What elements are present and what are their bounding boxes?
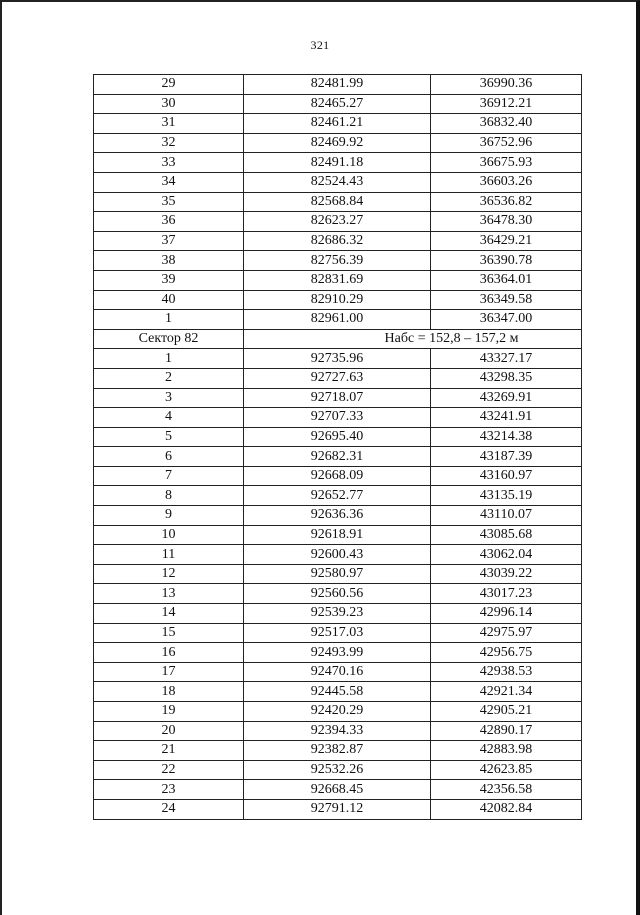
point-number-cell: 34 bbox=[94, 172, 244, 192]
y-coordinate-cell: 42905.21 bbox=[431, 702, 582, 722]
point-number-cell: 10 bbox=[94, 525, 244, 545]
x-coordinate-cell: 92791.12 bbox=[244, 799, 431, 819]
table-row bbox=[94, 447, 582, 467]
y-coordinate-cell: 36912.21 bbox=[431, 94, 582, 114]
point-number-cell: 9 bbox=[94, 506, 244, 526]
table-row bbox=[94, 94, 582, 114]
point-number-cell: 11 bbox=[94, 545, 244, 565]
point-number-cell: 7 bbox=[94, 466, 244, 486]
x-coordinate-cell: 92695.40 bbox=[244, 427, 431, 447]
x-coordinate-cell: 92735.96 bbox=[244, 349, 431, 369]
y-coordinate-cell: 36347.00 bbox=[431, 310, 582, 330]
x-coordinate-cell: 92493.99 bbox=[244, 643, 431, 663]
y-coordinate-cell: 42938.53 bbox=[431, 662, 582, 682]
table-row bbox=[94, 506, 582, 526]
table-row bbox=[94, 408, 582, 428]
point-number-cell: 39 bbox=[94, 270, 244, 290]
table-row bbox=[94, 604, 582, 624]
point-number-cell: 35 bbox=[94, 192, 244, 212]
point-number-cell: 12 bbox=[94, 564, 244, 584]
table-row bbox=[94, 153, 582, 173]
x-coordinate-cell: 92707.33 bbox=[244, 408, 431, 428]
point-number-cell: 14 bbox=[94, 604, 244, 624]
point-number-cell: 5 bbox=[94, 427, 244, 447]
point-number-cell: 4 bbox=[94, 408, 244, 428]
point-number-cell: 18 bbox=[94, 682, 244, 702]
x-coordinate-cell: 92618.91 bbox=[244, 525, 431, 545]
point-number-cell: 13 bbox=[94, 584, 244, 604]
x-coordinate-cell: 92382.87 bbox=[244, 741, 431, 761]
y-coordinate-cell: 36603.26 bbox=[431, 172, 582, 192]
point-number-cell: 32 bbox=[94, 133, 244, 153]
table-row bbox=[94, 290, 582, 310]
y-coordinate-cell: 42356.58 bbox=[431, 780, 582, 800]
y-coordinate-cell: 36390.78 bbox=[431, 251, 582, 271]
y-coordinate-cell: 36478.30 bbox=[431, 212, 582, 232]
point-number-cell: 3 bbox=[94, 388, 244, 408]
table-row bbox=[94, 662, 582, 682]
table-row bbox=[94, 760, 582, 780]
x-coordinate-cell: 92600.43 bbox=[244, 545, 431, 565]
coordinates-table bbox=[93, 74, 582, 820]
table-row bbox=[94, 231, 582, 251]
table-row bbox=[94, 741, 582, 761]
x-coordinate-cell: 82756.39 bbox=[244, 251, 431, 271]
y-coordinate-cell: 43085.68 bbox=[431, 525, 582, 545]
table-row bbox=[94, 584, 582, 604]
table-row bbox=[94, 114, 582, 134]
x-coordinate-cell: 92445.58 bbox=[244, 682, 431, 702]
y-coordinate-cell: 43062.04 bbox=[431, 545, 582, 565]
point-number-cell: 30 bbox=[94, 94, 244, 114]
table-row bbox=[94, 427, 582, 447]
point-number-cell: 36 bbox=[94, 212, 244, 232]
sector-height-range: Набс = 152,8 – 157,2 м bbox=[244, 329, 582, 349]
table-row bbox=[94, 564, 582, 584]
point-number-cell: 38 bbox=[94, 251, 244, 271]
x-coordinate-cell: 92580.97 bbox=[244, 564, 431, 584]
table-row bbox=[94, 270, 582, 290]
x-coordinate-cell: 82623.27 bbox=[244, 212, 431, 232]
point-number-cell: 19 bbox=[94, 702, 244, 722]
table-body-upper bbox=[94, 75, 582, 330]
page-number: 321 bbox=[310, 38, 330, 52]
y-coordinate-cell: 43187.39 bbox=[431, 447, 582, 467]
table-row bbox=[94, 75, 582, 95]
table-body-lower bbox=[94, 349, 582, 819]
table-row bbox=[94, 172, 582, 192]
sector-row bbox=[94, 329, 582, 349]
y-coordinate-cell: 43039.22 bbox=[431, 564, 582, 584]
y-coordinate-cell: 43017.23 bbox=[431, 584, 582, 604]
x-coordinate-cell: 92394.33 bbox=[244, 721, 431, 741]
table-row bbox=[94, 251, 582, 271]
point-number-cell: 31 bbox=[94, 114, 244, 134]
x-coordinate-cell: 82568.84 bbox=[244, 192, 431, 212]
x-coordinate-cell: 92470.16 bbox=[244, 662, 431, 682]
x-coordinate-cell: 82461.21 bbox=[244, 114, 431, 134]
x-coordinate-cell: 92539.23 bbox=[244, 604, 431, 624]
y-coordinate-cell: 42623.85 bbox=[431, 760, 582, 780]
table-row bbox=[94, 721, 582, 741]
table-row bbox=[94, 643, 582, 663]
point-number-cell: 20 bbox=[94, 721, 244, 741]
table-row bbox=[94, 623, 582, 643]
table-row bbox=[94, 466, 582, 486]
y-coordinate-cell: 36349.58 bbox=[431, 290, 582, 310]
y-coordinate-cell: 43135.19 bbox=[431, 486, 582, 506]
point-number-cell: 40 bbox=[94, 290, 244, 310]
point-number-cell: 1 bbox=[94, 310, 244, 330]
point-number-cell: 37 bbox=[94, 231, 244, 251]
table-row bbox=[94, 388, 582, 408]
table-row bbox=[94, 192, 582, 212]
table-row bbox=[94, 682, 582, 702]
y-coordinate-cell: 42890.17 bbox=[431, 721, 582, 741]
point-number-cell: 23 bbox=[94, 780, 244, 800]
x-coordinate-cell: 82524.43 bbox=[244, 172, 431, 192]
y-coordinate-cell: 43110.07 bbox=[431, 506, 582, 526]
x-coordinate-cell: 82469.92 bbox=[244, 133, 431, 153]
table-row bbox=[94, 780, 582, 800]
y-coordinate-cell: 42921.34 bbox=[431, 682, 582, 702]
x-coordinate-cell: 82491.18 bbox=[244, 153, 431, 173]
table-row bbox=[94, 545, 582, 565]
table-row bbox=[94, 349, 582, 369]
x-coordinate-cell: 82686.32 bbox=[244, 231, 431, 251]
table-row bbox=[94, 486, 582, 506]
point-number-cell: 15 bbox=[94, 623, 244, 643]
y-coordinate-cell: 43160.97 bbox=[431, 466, 582, 486]
table-row bbox=[94, 310, 582, 330]
y-coordinate-cell: 43214.38 bbox=[431, 427, 582, 447]
y-coordinate-cell: 36429.21 bbox=[431, 231, 582, 251]
sector-header bbox=[94, 329, 582, 349]
y-coordinate-cell: 36536.82 bbox=[431, 192, 582, 212]
table-row bbox=[94, 702, 582, 722]
y-coordinate-cell: 43298.35 bbox=[431, 368, 582, 388]
point-number-cell: 21 bbox=[94, 741, 244, 761]
x-coordinate-cell: 82961.00 bbox=[244, 310, 431, 330]
y-coordinate-cell: 43241.91 bbox=[431, 408, 582, 428]
y-coordinate-cell: 42883.98 bbox=[431, 741, 582, 761]
y-coordinate-cell: 36752.96 bbox=[431, 133, 582, 153]
table-row bbox=[94, 368, 582, 388]
table-row bbox=[94, 525, 582, 545]
x-coordinate-cell: 92420.29 bbox=[244, 702, 431, 722]
y-coordinate-cell: 42956.75 bbox=[431, 643, 582, 663]
x-coordinate-cell: 92560.56 bbox=[244, 584, 431, 604]
x-coordinate-cell: 92718.07 bbox=[244, 388, 431, 408]
x-coordinate-cell: 82465.27 bbox=[244, 94, 431, 114]
y-coordinate-cell: 42975.97 bbox=[431, 623, 582, 643]
table-row bbox=[94, 212, 582, 232]
point-number-cell: 29 bbox=[94, 75, 244, 95]
x-coordinate-cell: 92636.36 bbox=[244, 506, 431, 526]
x-coordinate-cell: 92532.26 bbox=[244, 760, 431, 780]
point-number-cell: 6 bbox=[94, 447, 244, 467]
point-number-cell: 8 bbox=[94, 486, 244, 506]
x-coordinate-cell: 82910.29 bbox=[244, 290, 431, 310]
point-number-cell: 2 bbox=[94, 368, 244, 388]
x-coordinate-cell: 92652.77 bbox=[244, 486, 431, 506]
y-coordinate-cell: 36675.93 bbox=[431, 153, 582, 173]
x-coordinate-cell: 82481.99 bbox=[244, 75, 431, 95]
point-number-cell: 16 bbox=[94, 643, 244, 663]
x-coordinate-cell: 92668.45 bbox=[244, 780, 431, 800]
y-coordinate-cell: 42082.84 bbox=[431, 799, 582, 819]
y-coordinate-cell: 42996.14 bbox=[431, 604, 582, 624]
x-coordinate-cell: 92668.09 bbox=[244, 466, 431, 486]
x-coordinate-cell: 92682.31 bbox=[244, 447, 431, 467]
point-number-cell: 24 bbox=[94, 799, 244, 819]
y-coordinate-cell: 43327.17 bbox=[431, 349, 582, 369]
x-coordinate-cell: 82831.69 bbox=[244, 270, 431, 290]
sector-label: Сектор 82 bbox=[94, 329, 244, 349]
point-number-cell: 1 bbox=[94, 349, 244, 369]
x-coordinate-cell: 92517.03 bbox=[244, 623, 431, 643]
table-row bbox=[94, 133, 582, 153]
y-coordinate-cell: 43269.91 bbox=[431, 388, 582, 408]
y-coordinate-cell: 36990.36 bbox=[431, 75, 582, 95]
x-coordinate-cell: 92727.63 bbox=[244, 368, 431, 388]
table-row bbox=[94, 799, 582, 819]
point-number-cell: 17 bbox=[94, 662, 244, 682]
y-coordinate-cell: 36364.01 bbox=[431, 270, 582, 290]
y-coordinate-cell: 36832.40 bbox=[431, 114, 582, 134]
point-number-cell: 33 bbox=[94, 153, 244, 173]
point-number-cell: 22 bbox=[94, 760, 244, 780]
